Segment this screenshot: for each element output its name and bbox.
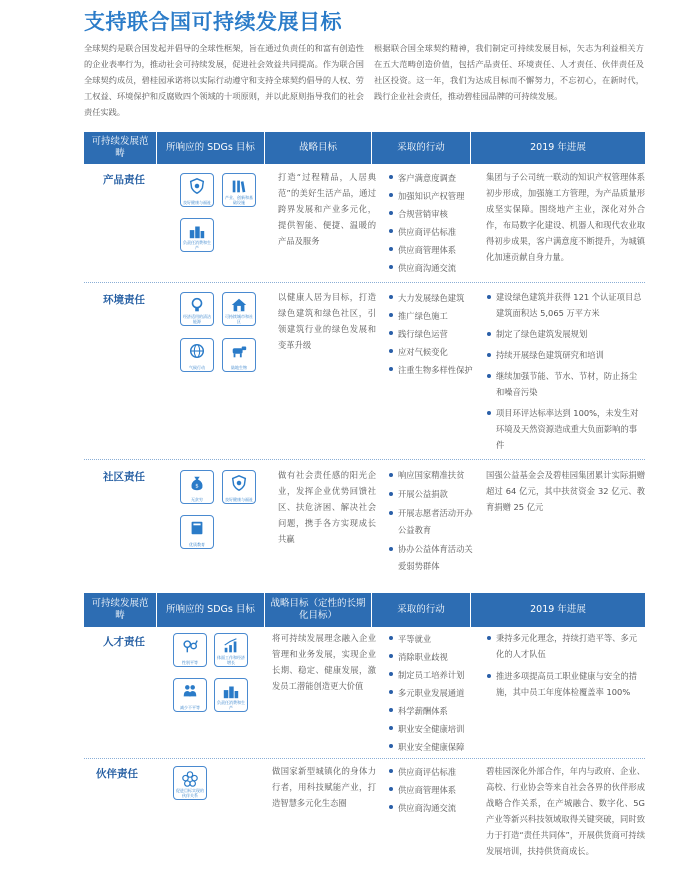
house-icon: 可持续城市和社区 xyxy=(222,292,256,326)
city-icon: 负责任消费和生产 xyxy=(214,678,248,712)
progress-community: 国强公益基金会及碧桂园集团累计实际捐赠超过 64 亿元，其中扶贫资金 32 亿元、教育捐赠 25 亿元 xyxy=(486,470,645,512)
intro-right-paragraph: 根据联合国全球契约精神，我们制定可持续发展目标，矢志为利益相关方在五大范畴创造价值，包括产品责任、环境责任、人才责任、伙伴责任及社区投资。这一年，我们为达成目标而不懈努力，不忘初心，在新时代，践行企业社会责任，推动碧桂园品牌的可持续发展。 xyxy=(374,43,644,101)
list-item: 持续开展绿色建筑研究和培训 xyxy=(486,347,645,363)
list-item: 供应商评估标准 xyxy=(388,763,456,781)
cow-icon: 陆地生物 xyxy=(222,338,256,372)
page-title: 支持联合国可持续发展目标 xyxy=(84,10,342,34)
section-title-product: 产品责任 xyxy=(103,174,145,186)
list-item: 协办公益体育活动关爱弱势群体 xyxy=(388,541,480,575)
header-category: 可持续发展范畴 xyxy=(84,132,157,164)
actions-community xyxy=(388,467,480,575)
list-item: 推广绿色施工 xyxy=(388,307,473,325)
book-icon: 优质教育 xyxy=(180,515,214,549)
list-item: 注重生物多样性保护 xyxy=(388,361,473,379)
strategy-community: 做有社会责任感的阳光企业，发挥企业优势回馈社区、扶危济困、解决社会问题，携手各方实现成长共赢 xyxy=(278,470,376,544)
list-item: 项目环评达标率达到 100%，未发生对环境及天然资源造成重大负面影响的事件 xyxy=(486,405,645,453)
shield-icon: 良好健康与福祉 xyxy=(222,470,256,504)
progress-product: 集团与子公司统一联动的知识产权管理体系初步形成，加强施工方管理，为产品质量形成坚实保障。围绕地产主业，深化对外合作，布局数字化建设、机器人和现代农业取得初步成果，客户满意度不断提升，为城镇化加速贡献自身力量。 xyxy=(486,172,645,262)
list-item: 客户满意度调查 xyxy=(388,169,464,187)
header-sdgs: 所响应的 SDGs 目标 xyxy=(157,132,265,164)
svg-text:$: $ xyxy=(195,483,199,490)
list-item: 继续加强节能、节水、节材，防止扬尘和噪音污染 xyxy=(486,368,645,400)
actions-talent xyxy=(388,630,464,756)
list-item: 消除职业歧视 xyxy=(388,648,464,666)
actions-product xyxy=(388,169,464,277)
header-progress: 2019 年进展 xyxy=(530,604,586,615)
section-title-partner: 伙伴责任 xyxy=(96,768,138,780)
list-item: 秉持多元化理念，持续打造平等、多元化的人才队伍 xyxy=(486,630,645,662)
shield-icon: 良好健康与福祉 xyxy=(180,173,214,207)
list-item: 加强知识产权管理 xyxy=(388,187,464,205)
header-actions: 采取的行动 xyxy=(372,593,471,627)
intro-left-paragraph: 全球契约是联合国发起并倡导的全球性框架，旨在通过负责任的和富有创造性的企业表率行为，推动社会可持续发展，促进社会效益共同提高。作为联合国全球契约成员，碧桂园承诺将以实际行动遵守和支持全球契约倡导的人权、劳工权益、环境保护和反腐败四个领域的十项原则，并以此原则指导我们的社会责任实践。 xyxy=(84,43,364,117)
list-item: 科学薪酬体系 xyxy=(388,702,464,720)
gender-icon: 性别平等 xyxy=(173,633,207,667)
table-header-2 xyxy=(84,593,645,627)
list-item: 供应商沟通交流 xyxy=(388,259,464,277)
progress-talent xyxy=(486,630,645,700)
list-item: 职业安全健康培训 xyxy=(388,720,464,738)
strategy-talent: 将可持续发展理念融入企业管理和业务发展，实现企业长期、稳定、健康发展，激发员工潜能创造更大价值 xyxy=(272,633,376,691)
list-item: 职业安全健康保障 xyxy=(388,738,464,756)
list-item: 制定员工培养计划 xyxy=(388,666,464,684)
lightbulb-icon: 经济适用的清洁能源 xyxy=(180,292,214,326)
list-item: 多元职业发展通道 xyxy=(388,684,464,702)
strategy-environment: 以健康人居为目标，打造绿色建筑和绿色社区，引领建筑行业的绿色发展和变革升级 xyxy=(278,292,376,350)
progress-partner: 碧桂园深化外部合作，年内与政府、企业、高校、行业协会等来自社会各界的伙伴形成战略合作关系，在产城融合、数字化、5G 产业等新兴科技领域取得关键突破，同时致力于打造“责任共同体”，开展供货商可持续发展培训，扶持供货商成长。 xyxy=(486,766,645,856)
list-item: 推进多项提高员工职业健康与安全的措施，其中员工年度体检覆盖率 100% xyxy=(486,668,645,700)
divider xyxy=(84,459,645,460)
list-item: 大力发展绿色建筑 xyxy=(388,289,473,307)
list-item: 平等就业 xyxy=(388,630,464,648)
list-item: 供应商管理体系 xyxy=(388,781,456,799)
header-strategy: 战略目标（定性的长期化目标） xyxy=(265,593,372,627)
list-item: 制定了绿色建筑发展规划 xyxy=(486,326,645,342)
progress-environment xyxy=(486,289,645,453)
globe-icon: 气候行动 xyxy=(180,338,214,372)
list-item: 供应商评估标准 xyxy=(388,223,464,241)
list-item: 开展志愿者活动开办公益教育 xyxy=(388,505,480,539)
list-item: 供应商管理体系 xyxy=(388,241,464,259)
section-title-talent: 人才责任 xyxy=(103,636,145,648)
divider xyxy=(84,282,645,283)
list-item: 供应商沟通交流 xyxy=(388,799,456,817)
header-actions: 采取的行动 xyxy=(372,132,471,164)
header-sdgs: 所响应的 SDGs 目标 xyxy=(157,593,265,627)
strategy-product: 打造“过程精品，人居典范”的美好生活产品，通过跨界发展和产业多元化，提供智能、便捷、温暖的产品及服务 xyxy=(278,172,376,246)
table-header-1 xyxy=(84,132,645,164)
list-item: 开展公益捐款 xyxy=(388,486,480,503)
flower-icon: 促进目标实现的伙伴关系 xyxy=(173,766,207,800)
header-progress: 2019 年进展 xyxy=(530,142,586,153)
header-category: 可持续发展范畴 xyxy=(84,593,157,627)
moneybag-icon: $ 无贫穷 xyxy=(180,470,214,504)
people-icon: 减少不平等 xyxy=(173,678,207,712)
list-item: 响应国家精准扶贫 xyxy=(388,467,480,484)
list-item: 应对气候变化 xyxy=(388,343,473,361)
section-title-environment: 环境责任 xyxy=(103,294,145,306)
city-icon: 负责任消费和生产 xyxy=(180,218,214,252)
list-item: 建设绿色建筑并获得 121 个认证项目总建筑面积达 5,065 万平方米 xyxy=(486,289,645,321)
list-item: 合规营销审核 xyxy=(388,205,464,223)
list-item: 践行绿色运营 xyxy=(388,325,473,343)
actions-partner xyxy=(388,763,456,817)
chart-icon: 体面工作和经济增长 xyxy=(214,633,248,667)
strategy-partner: 做国家新型城镇化的身体力行者，用科技赋能产业，打造智慧多元化生态圈 xyxy=(272,766,376,808)
books-icon: 产业、创新和基础设施 xyxy=(222,173,256,207)
divider xyxy=(84,758,645,759)
actions-environment xyxy=(388,289,473,379)
header-strategy: 战略目标 xyxy=(265,132,372,164)
section-title-community: 社区责任 xyxy=(103,471,145,483)
